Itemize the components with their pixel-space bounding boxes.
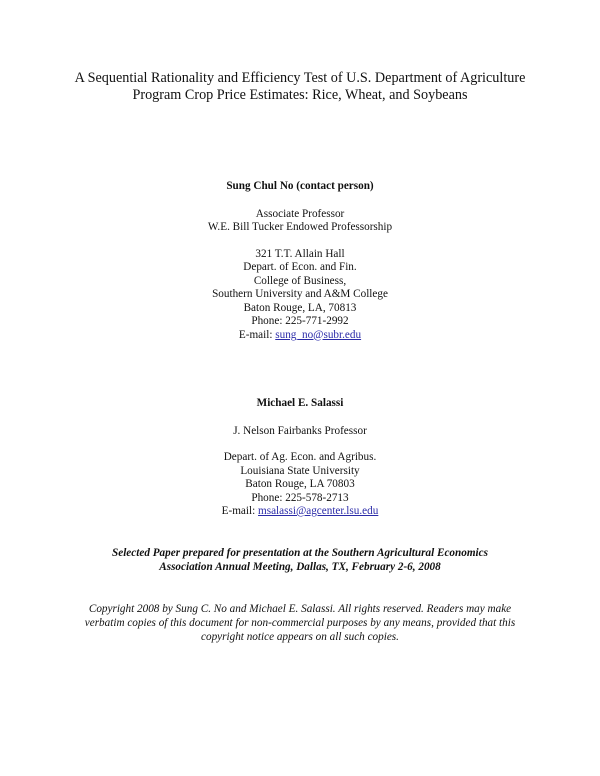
author-block-2 <box>40 397 560 519</box>
author-1-position-2: W.E. Bill Tucker Endowed Professorship <box>207 221 393 233</box>
copyright-notice <box>36 602 564 644</box>
author-1-address-line: Baton Rouge, LA, 70813 <box>243 301 357 314</box>
selected-paper-line-1: Selected Paper prepared for presentation at the Southern Agricultural Economics <box>112 547 488 559</box>
author-1-position-1: Associate Professor <box>255 207 345 220</box>
author-block-1 <box>40 180 560 342</box>
copyright-line-1: Copyright 2008 by Sung C. No and Michael E. Salassi. All rights reserved. Readers may make <box>88 603 512 615</box>
title-line-1: A Sequential Rationality and Efficiency Test of U.S. Department of Agriculture <box>74 70 526 86</box>
author-2-email-link[interactable]: msalassi@agcenter.lsu.edu <box>258 505 379 517</box>
author-1-name: Sung Chul No (contact person) <box>226 180 374 192</box>
author-1-phone: Phone: 225-771-2992 <box>251 315 349 327</box>
copyright-line-2: verbatim copies of this document for non-commercial purposes by any means, provided that this <box>84 617 516 629</box>
author-2-address-line: Louisiana State University <box>240 464 360 477</box>
author-1-address-line: College of Business, <box>253 274 347 287</box>
author-2-address-line: Depart. of Ag. Econ. and Agribus. <box>223 451 377 463</box>
author-2-position-1: J. Nelson Fairbanks Professor <box>233 424 367 437</box>
author-1-email-link[interactable]: sung_no@subr.edu <box>275 328 362 341</box>
author-2-address-line: Baton Rouge, LA 70803 <box>245 478 355 490</box>
author-1-address-line: 321 T.T. Allain Hall <box>255 247 345 260</box>
author-1-email-label: E-mail: <box>238 328 276 341</box>
title-line-2: Program Crop Price Estimates: Rice, Wheat, and Soybeans <box>132 87 468 103</box>
author-2-name: Michael E. Salassi <box>256 397 344 409</box>
author-1-address-line: Depart. of Econ. and Fin. <box>243 261 357 273</box>
author-2-phone: Phone: 225-578-2713 <box>251 491 349 504</box>
selected-paper-note <box>40 546 560 574</box>
author-2-email-label: E-mail: <box>221 505 259 517</box>
copyright-line-3: copyright notice appears on all such copies. <box>201 631 399 643</box>
paper-title <box>40 70 560 104</box>
author-2-email-line <box>40 505 560 519</box>
selected-paper-line-2: Association Annual Meeting, Dallas, TX, February 2-6, 2008 <box>159 561 441 573</box>
author-1-email-line <box>40 329 560 343</box>
author-1-address-line: Southern University and A&M College <box>212 288 388 300</box>
